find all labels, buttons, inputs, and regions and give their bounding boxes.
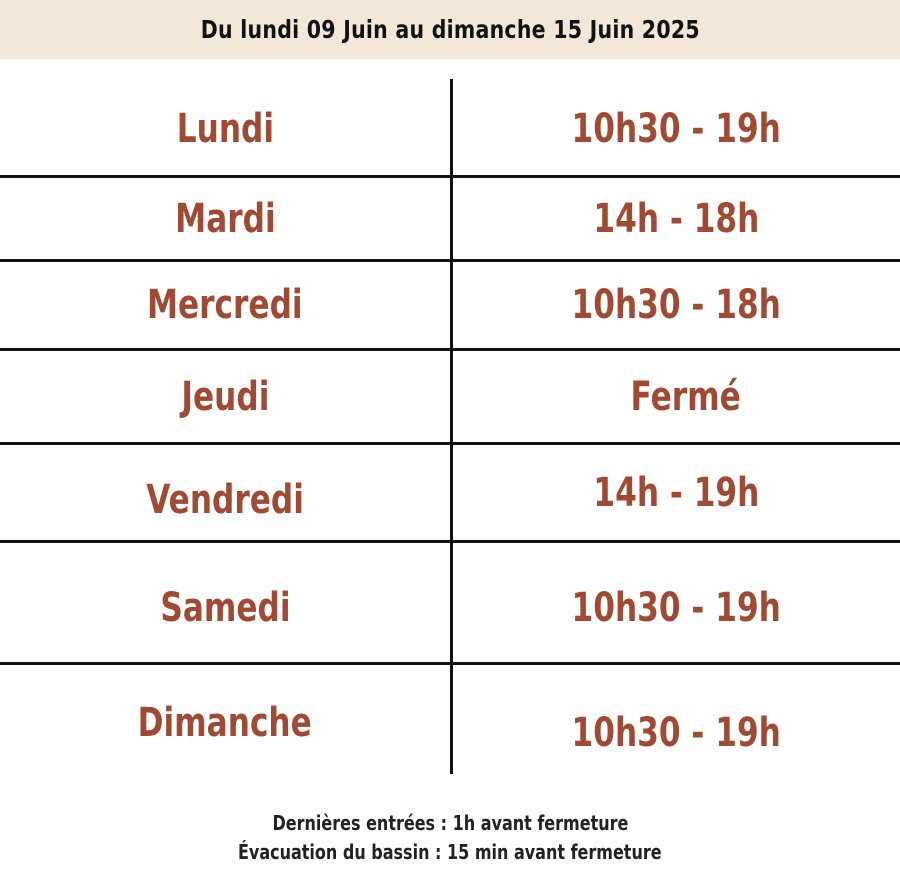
hours-vendredi: 14h - 19h bbox=[593, 469, 760, 516]
day-dimanche: Dimanche bbox=[137, 700, 313, 746]
day-mardi: Mardi bbox=[174, 195, 276, 242]
hours-mardi: 14h - 18h bbox=[593, 195, 760, 242]
hours-lundi: 10h30 - 19h bbox=[571, 106, 782, 152]
day-mercredi: Mercredi bbox=[147, 282, 303, 328]
hours-dimanche: 10h30 - 19h bbox=[571, 710, 782, 756]
last-entry-note: Dernières entrées : 1h avant fermeture bbox=[272, 811, 628, 835]
pool-evacuation-note: Évacuation du bassin : 15 min avant fermeture bbox=[238, 840, 662, 864]
day-samedi: Samedi bbox=[159, 585, 291, 631]
day-vendredi: Vendredi bbox=[146, 477, 304, 523]
date-range-banner bbox=[0, 0, 900, 59]
hours-jeudi: Fermé bbox=[630, 373, 741, 420]
day-jeudi: Jeudi bbox=[180, 373, 270, 420]
hours-samedi: 10h30 - 19h bbox=[571, 585, 782, 631]
hours-mercredi: 10h30 - 18h bbox=[571, 282, 782, 328]
day-lundi: Lundi bbox=[176, 106, 274, 152]
date-range-title: Du lundi 09 Juin au dimanche 15 Juin 2025 bbox=[200, 15, 700, 44]
